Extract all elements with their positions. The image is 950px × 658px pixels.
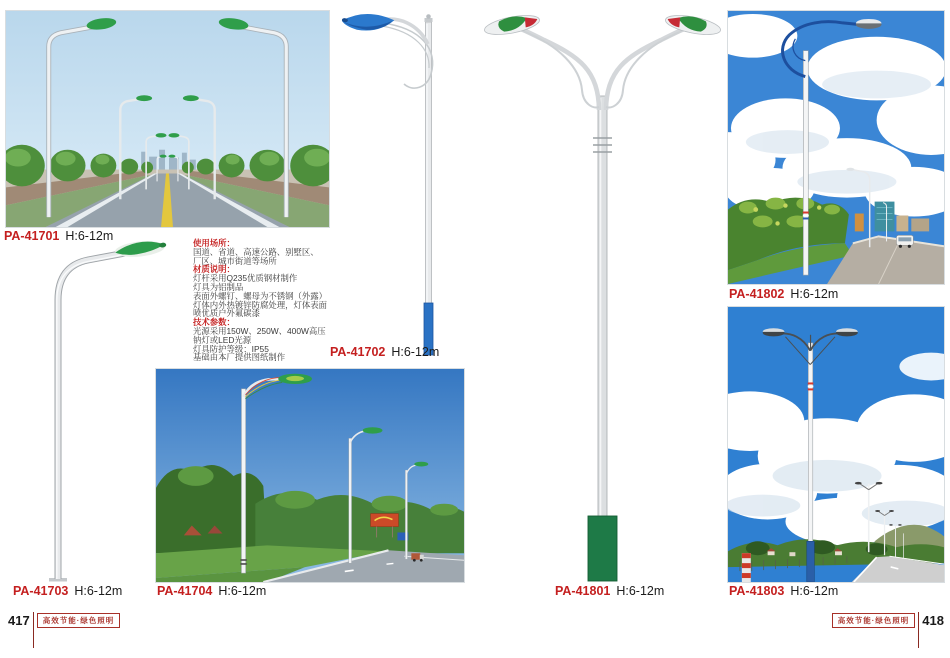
product-code: PA-41701: [4, 229, 60, 243]
product-height: H:6-12m: [391, 345, 440, 359]
product-height: H:6-12m: [790, 287, 839, 301]
spec-line: 灯具防护等级：IP55: [193, 343, 269, 354]
curl-arm-pole-illustration: [332, 8, 462, 358]
product-code: PA-41704: [157, 584, 213, 598]
streetscape-illustration: [6, 11, 329, 227]
spec-line: 灯体内外热镀锌防腐处理，灯体表面: [193, 299, 327, 310]
product-label-pa41704: [157, 584, 266, 598]
left-page-number: 417: [8, 613, 30, 628]
green-base: [588, 516, 617, 581]
spec-line: 表面外螺钉、螺母为不锈钢（外露）: [193, 290, 327, 301]
double-arm-lamp-road-illustration: [728, 307, 944, 582]
product-label-pa41701: [4, 229, 113, 243]
right-page-number: 418: [922, 613, 944, 628]
product-code: PA-41702: [330, 345, 386, 359]
photo-streetscape-pa41701: [5, 10, 330, 228]
main-pole: [808, 343, 813, 542]
product-code: PA-41802: [729, 287, 785, 301]
spec-line: 灯具为铝制品: [193, 281, 244, 292]
photo-highway-pa41704: [155, 368, 465, 583]
product-label-pa41702: [330, 345, 439, 359]
spec-tech-title: 技术参数：: [193, 317, 235, 328]
distant-building: [875, 202, 895, 232]
footer-slogan-right: 高效节能·绿色照明: [832, 613, 916, 628]
product-label-pa41703: [13, 584, 122, 598]
spec-line: 基础由本厂提供图纸制作: [193, 352, 286, 363]
spec-line: 喷优质户外氟碳漆: [193, 308, 260, 319]
spec-line: 钠灯或LED光源: [193, 334, 252, 345]
product-height: H:6-12m: [616, 584, 665, 598]
spec-line: 国道、省道、高速公路、别墅区、: [193, 246, 319, 257]
product-label-pa41802: [729, 287, 838, 301]
photo-street-lamp-pa41802: [727, 10, 945, 285]
street-lamp-illustration: [728, 11, 944, 284]
spec-line: 厂区、城市街道等场所: [193, 255, 277, 266]
product-height: H:6-12m: [790, 584, 839, 598]
footer-divider: [33, 612, 34, 648]
spec-line: 灯杆采用Q235优质钢材制作: [193, 273, 298, 284]
photo-double-arm-lamp-pa41803: [727, 306, 945, 583]
product-label-pa41803: [729, 584, 838, 598]
drawing-double-arm-pole-pa41801: [482, 8, 722, 583]
double-arm-pole-illustration: [482, 8, 722, 583]
product-height: H:6-12m: [218, 584, 267, 598]
main-pole: [803, 51, 808, 275]
product-height: H:6-12m: [65, 229, 114, 243]
product-code: PA-41703: [13, 584, 69, 598]
drawing-curl-arm-pole-pa41702: [332, 8, 462, 358]
footer-right: [832, 612, 944, 648]
highway-illustration: [156, 369, 464, 582]
spec-material-title: 材质说明：: [193, 264, 235, 275]
footer-slogan-left: 高效节能·绿色照明: [37, 613, 121, 628]
blue-base: [807, 541, 815, 582]
product-code: PA-41803: [729, 584, 785, 598]
product-code: PA-41801: [555, 584, 611, 598]
product-height: H:6-12m: [74, 584, 123, 598]
striped-bollard: [742, 553, 751, 582]
footer-divider: [918, 612, 919, 648]
blue-lamp-head: [341, 11, 395, 35]
spec-text-block: [193, 239, 343, 362]
spec-line: 光源采用150W、250W、400W高压: [193, 325, 326, 336]
spec-usage-title: 使用场所：: [193, 238, 235, 248]
product-label-pa41801: [555, 584, 664, 598]
footer-left: [8, 612, 120, 648]
